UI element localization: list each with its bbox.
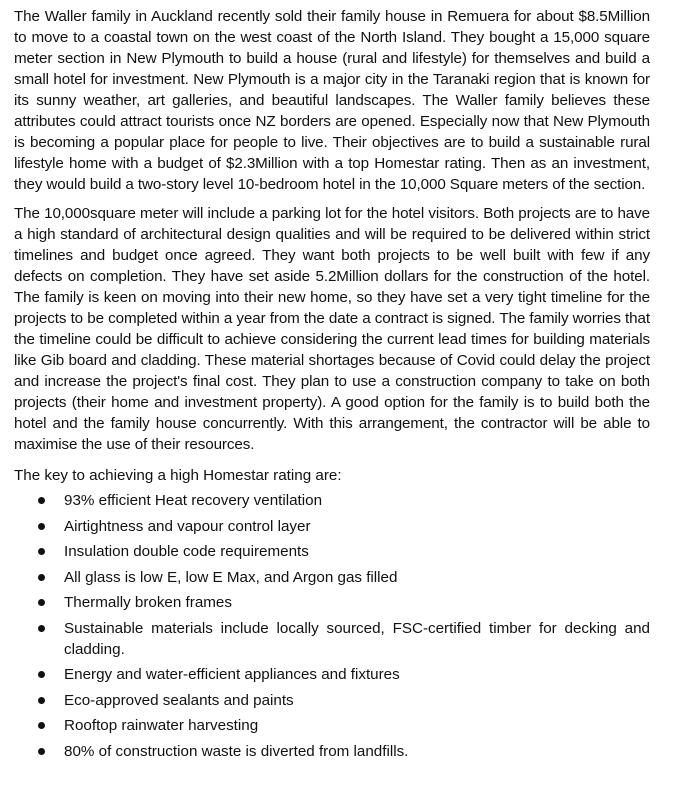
list-item-text: Rooftop rainwater harvesting xyxy=(64,717,259,734)
bullet-icon xyxy=(38,599,45,606)
bullet-icon xyxy=(38,722,45,729)
list-item-text: All glass is low E, low E Max, and Argon gas filled xyxy=(64,568,398,586)
list-intro: The key to achieving a high Homestar rating are: xyxy=(14,467,342,484)
bullet-icon xyxy=(38,697,45,704)
homestar-key-list xyxy=(14,490,650,762)
list-item xyxy=(14,567,650,588)
bullet-icon xyxy=(38,748,45,755)
bullet-icon xyxy=(38,523,45,530)
list-item-text: Eco-approved sealants and paints xyxy=(64,691,294,709)
bullet-icon xyxy=(38,671,45,678)
list-item-text: 93% efficient Heat recovery ventilation xyxy=(64,492,323,509)
list-item xyxy=(14,541,650,562)
paragraph-project-details: The 10,000square meter will include a parking lot for the hotel visitors. Both projects are to have a high standard of architectural design qualities and will be required to be delivered within strict timelines and budget once agreed. They want both projects to be well built with few if any defects on completion. They have set aside 5.2Million dollars for the construction of the hotel. The family is keen on moving into their new home, so they have set a very tight timeline for the projects to be completed within a year from the date a contract is signed. The family worries that the timeline could be difficult to achieve considering the current lead times for building materials like Gib board and cladding. These material shortages because of Covid could delay the project and increase the project's final cost. They plan to use a construction company to take on both projects (their home and investment property). A good option for the family is to build both the hotel and the family house concurrently. With this arrangement, the contractor will be able to maximise the use of their resources. xyxy=(14,205,650,453)
list-item xyxy=(14,664,650,685)
list-item xyxy=(14,516,650,537)
list-item-text: 80% of construction waste is diverted from landfills. xyxy=(64,742,409,760)
list-item xyxy=(14,715,650,736)
list-item-text: Airtightness and vapour control layer xyxy=(64,517,311,535)
list-item-text: Sustainable materials include locally sourced, FSC-certified timber for decking and cladding. xyxy=(64,619,650,658)
bullet-icon xyxy=(38,625,45,632)
list-item xyxy=(14,690,650,711)
bullet-icon xyxy=(38,497,45,504)
list-item xyxy=(14,490,650,511)
paragraph-background: The Waller family in Auckland recently sold their family house in Remuera for about $8.5Million to move to a coastal town on the west coast of the North Island. They bought a 15,000 square meter section in New Plymouth to build a house (rural and lifestyle) for themselves and build a small hotel for investment. New Plymouth is a major city in the Taranaki region that is known for its sunny weather, art galleries, and beautiful landscapes. The Waller family believes these attributes could attract tourists once NZ borders are opened. Especially now that New Plymouth is becoming a popular place for people to live. Their objectives are to build a sustainable rural lifestyle home with a budget of $2.3Million with a top Homestar rating. Then as an investment, they would build a two-story level 10-bedroom hotel in the 10,000 Square meters of the section. xyxy=(14,8,650,193)
list-item xyxy=(14,618,650,660)
list-item xyxy=(14,592,650,613)
list-item-text: Thermally broken frames xyxy=(64,594,232,611)
bullet-icon xyxy=(38,548,45,555)
bullet-icon xyxy=(38,574,45,581)
list-item xyxy=(14,741,650,762)
list-item-text: Energy and water-efficient appliances and fixtures xyxy=(64,666,400,683)
list-item-text: Insulation double code requirements xyxy=(64,543,309,560)
